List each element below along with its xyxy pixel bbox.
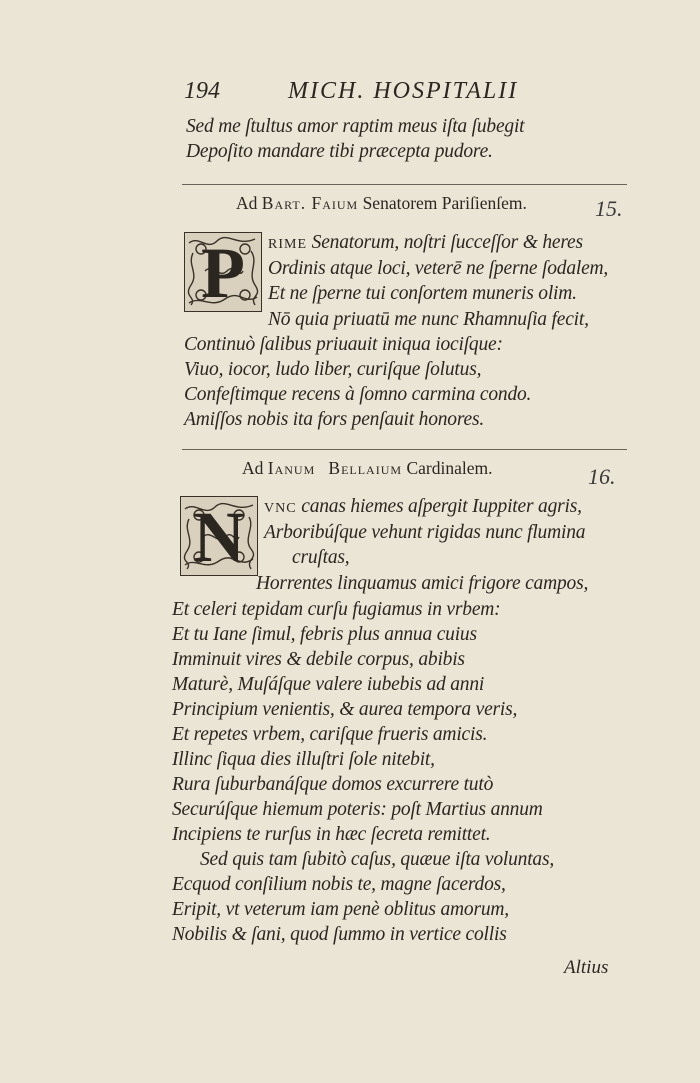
poem15-line-5: Continuò ſalibus priuauit iniqua iociſque: — [184, 334, 503, 355]
poem15-heading-prefix: Ad — [236, 193, 262, 213]
poem15-decorative-initial — [184, 232, 262, 312]
poem16-first-word: vnc — [264, 496, 297, 517]
poem16-line-15: Sed quis tam ſubitò caſus, quæue iſta voluntas, — [200, 849, 555, 870]
poem16-line-11: Illinc ſiqua dies illuſtri ſole nitebit, — [172, 749, 435, 770]
poem16-line-2: Arboribúſque vehunt rigidas nunc flumina — [264, 522, 586, 543]
poem16-decorative-initial — [180, 496, 258, 576]
section-divider-2 — [182, 449, 627, 450]
poem16-heading-name: Ianum — [267, 458, 316, 478]
poem15-first-word: rime — [268, 232, 307, 253]
poem-end-line-1: Sed me ſtultus amor raptim meus iſta ſubegit — [186, 116, 525, 137]
poem16-number: 16. — [588, 464, 616, 489]
poem15-initial-letter: P — [201, 233, 245, 313]
poem16-line-3: cruſtas, — [292, 547, 350, 568]
poem16-line-1-text: canas hiemes aſpergit Iuppiter agris, — [296, 496, 582, 517]
poem16-line-16: Ecquod conſilium nobis te, magne ſacerdos, — [172, 874, 506, 895]
poem15-line-3: Et ne ſperne tui conſortem muneris olim. — [268, 283, 577, 304]
poem15-heading-name: Bart. Faium — [261, 193, 359, 213]
poem-end-line-2: Depoſito mandare tibi præcepta pudore. — [186, 141, 493, 162]
poem16-heading-name-2: Bellaium — [328, 458, 403, 478]
page-number: 194 — [184, 78, 220, 104]
poem15-number: 15. — [595, 196, 623, 221]
poem15-heading-rest: Senatorem Pariſienſem. — [358, 193, 527, 213]
poem15-line-1-text: Senatorum, noſtri ſucceſſor & heres — [307, 232, 583, 253]
poem15-line-8: Amiſſos nobis ita fors penſauit honores. — [184, 409, 485, 430]
poem16-heading-rest: Cardinalem. — [402, 458, 493, 478]
poem15-line-7: Confeſtimque recens à ſomno carmina condo. — [184, 384, 532, 405]
poem16-line-7: Imminuit vires & debile corpus, abibis — [172, 649, 465, 670]
poem16-line-4: Horrentes linquamus amici frigore campos, — [256, 573, 589, 594]
poem15-line-2: Ordinis atque loci, veterē ne ſperne ſodalem, — [268, 258, 609, 279]
poem16-line-9: Principium venientis, & aurea tempora veris, — [172, 699, 518, 720]
poem16-line-18: Nobilis & ſani, quod ſummo in vertice collis — [172, 924, 507, 945]
poem15-heading — [236, 193, 527, 214]
poem16-line-5: Et celeri tepidam curſu fugiamus in vrbem: — [172, 599, 501, 620]
catchword: Altius — [564, 957, 609, 978]
poem16-line-10: Et repetes vrbem, cariſque frueris amicis. — [172, 724, 488, 745]
section-divider-1 — [182, 184, 627, 185]
poem16-heading — [242, 458, 492, 479]
poem16-line-6: Et tu Iane ſimul, febris plus annua cuius — [172, 624, 477, 645]
poem15-line-1 — [268, 232, 583, 254]
poem16-line-14: Incipiens te rurſus in hæc ſecreta remittet. — [172, 824, 491, 845]
poem16-heading-prefix: Ad — [242, 458, 268, 478]
running-title: MICH. HOSPITALII — [288, 78, 519, 104]
poem15-line-4: Nō quia priuatū me nunc Rhamnuſia fecit, — [268, 309, 589, 330]
poem16-line-1 — [264, 496, 582, 518]
poem16-line-17: Eripit, vt veterum iam penè oblitus amorum, — [172, 899, 509, 920]
poem16-line-8: Maturè, Muſáſque valere iubebis ad anni — [172, 674, 485, 695]
poem16-line-12: Rura ſuburbanáſque domos excurrere tutò — [172, 774, 494, 795]
poem15-line-6: Viuo, iocor, ludo liber, curiſque ſolutus, — [184, 359, 482, 380]
poem16-line-13: Securúſque hiemum poteris: poſt Martius annum — [172, 799, 543, 820]
poem16-initial-letter: N — [193, 497, 245, 577]
